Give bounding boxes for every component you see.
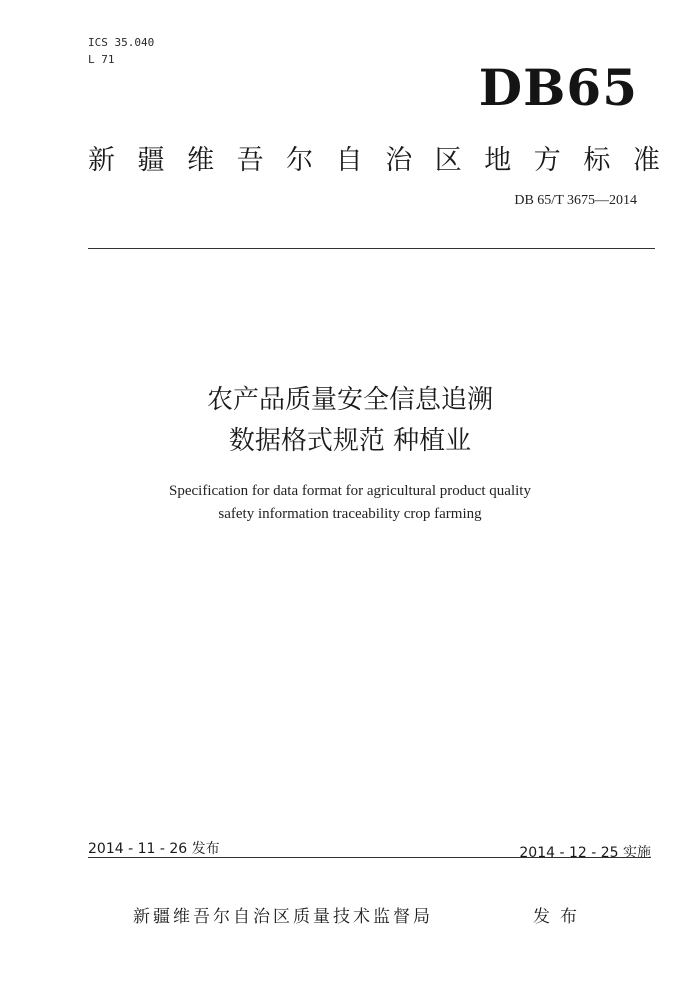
title-en-line2: safety information traceability crop farming [218,506,482,522]
standard-type-char: 新 [88,145,115,176]
title-zh-line1: 农产品质量安全信息追溯 [206,385,493,415]
ics-code: ICS 35.040 [88,36,155,49]
implementation-date: 2014 - 12 - 25 实施 [519,845,651,861]
standard-type [88,138,660,177]
standard-type-char: 标 [583,145,611,176]
standard-number: DB 65/T 3675—2014 [514,193,637,208]
release-date: 2014 - 11 - 26 发布 [88,841,220,857]
standard-type-char: 吾 [236,145,264,176]
standard-type-char: 方 [533,145,561,176]
header-divider [88,248,655,249]
title-en-line1: Specification for data format for agricultural product quality [169,483,531,499]
classification-codes [88,34,154,68]
issuing-authority: 新疆维吾尔自治区质量技术监督局 [133,907,433,927]
standard-type-char: 准 [632,145,660,176]
footer-divider [88,857,651,858]
standard-type-char: 尔 [286,145,314,176]
db-logo: DB65 [478,58,638,117]
standard-type-char: 区 [434,145,462,176]
title-zh-line2: 数据格式规范 种植业 [228,426,472,456]
standard-type-char: 维 [187,145,215,176]
standard-type-char: 疆 [137,145,165,176]
standard-type-char: 自 [335,145,363,176]
standard-type-char: 地 [484,145,512,176]
standard-type-char: 治 [385,145,413,176]
ccs-code: L 71 [88,53,115,66]
issue-word: 发布 [533,907,587,927]
